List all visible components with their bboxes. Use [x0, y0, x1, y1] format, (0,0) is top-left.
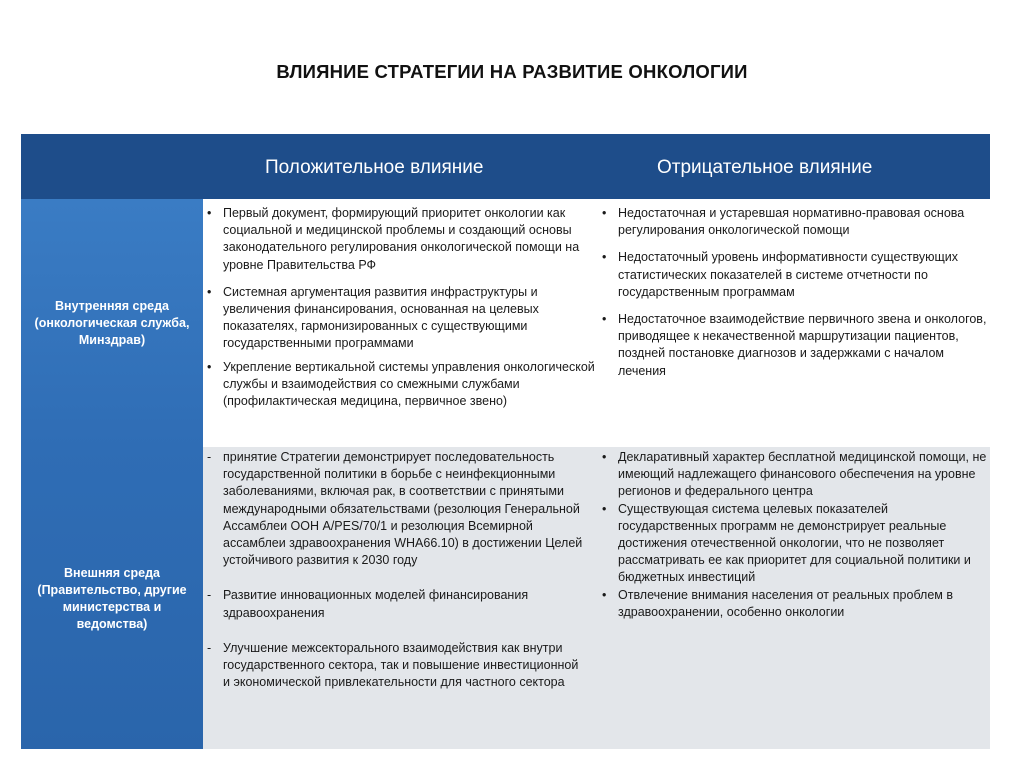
list-item-text: Недостаточный уровень информативности существующих статистических показателей в системе отчетности по государственным программам [618, 250, 958, 299]
list-item [598, 501, 990, 587]
list-item-text: Декларативный характер бесплатной медицинской помощи, не имеющий надлежащего финансового обеспечения на уровне регионов и федерального центра [618, 450, 987, 499]
list-item [598, 249, 990, 301]
internal-negative-cell [598, 205, 990, 380]
bullet-marker: • [602, 250, 607, 265]
list-item [598, 311, 990, 380]
list-item [203, 587, 583, 621]
row-label-line: Внутренняя среда [55, 299, 169, 313]
dash-marker: - [207, 450, 212, 464]
row-label-line: Минздрав) [78, 333, 146, 347]
table-header [21, 134, 990, 199]
row-label-line: министерства и [62, 600, 162, 614]
list-item [598, 205, 990, 239]
list-item [598, 449, 990, 501]
external-positive-cell [203, 449, 583, 691]
bullet-marker: • [602, 450, 607, 464]
list-item [598, 587, 990, 621]
row-label-column [21, 199, 203, 749]
list-item-text: Развитие инновационных моделей финансирования здравоохранения [223, 588, 529, 620]
list-item-text: Недостаточная и устаревшая нормативно-правовая основа регулирования онкологической помощи [618, 206, 965, 238]
bullet-marker: • [602, 312, 607, 327]
list-item [203, 449, 583, 569]
list-item-text: Укрепление вертикальной системы управления онкологической службы и взаимодействия со смежными службами (профилактическая медицина, первичное звено) [223, 359, 595, 409]
list-item-text: Первый документ, формирующий приоритет онкологии как социальной и медицинской проблемы и создающий основы законодательного регулирования онкологической помощи на уровне Правительства РФ [223, 206, 580, 272]
row-label-line: Внешняя среда [64, 566, 160, 580]
list-item-text: Отвлечение внимания населения от реальных проблем в здравоохранении, особенно онкологии [618, 587, 953, 619]
negative-column-header: Отрицательное влияние [657, 157, 873, 178]
row-label-line: ведомства) [76, 617, 148, 631]
bullet-marker: • [207, 359, 212, 374]
list-item-text: принятие Стратегии демонстрирует последовательность государственной политики в борьбе с неинфекционными заболеваниями, включая рак, в соответствии с принятыми международными обязательствами (резолюция Генеральной Ассамблеи ООН A/PES/70/1 и резолюция Всемирной ассамблеи здравоохранения WHA66.10) в достижении Целей устойчивого развития к 2030 году [223, 450, 583, 568]
page-title: ВЛИЯНИЕ СТРАТЕГИИ НА РАЗВИТИЕ ОНКОЛОГИИ [276, 61, 748, 82]
positive-column-header: Положительное влияние [265, 157, 484, 178]
bullet-marker: • [602, 587, 607, 602]
list-item [203, 359, 595, 411]
row-label-line: (онкологическая служба, [34, 316, 190, 330]
list-item [203, 640, 583, 692]
list-item-text: Существующая система целевых показателей государственных программ не демонстрирует реальные достижения отечественной онкологии, что не позволяет рассматривать ее как приоритет для социальной политики и бюджетных инвестиций [618, 501, 971, 585]
bullet-marker: • [207, 284, 212, 299]
internal-positive-cell [203, 205, 595, 410]
list-item [203, 284, 595, 353]
list-item-text: Недостаточное взаимодействие первичного звена и онкологов, приводящее к некачественной маршрутизации пациентов, поздней постановке диагнозов и задержками с началом лечения [618, 312, 987, 378]
row-label-internal [21, 298, 203, 349]
bullet-marker: • [602, 206, 607, 220]
list-item-text: Улучшение межсекторального взаимодействия как внутри государственного сектора, так и повышение инвестиционной и экономической привлекательности для частного сектора [223, 640, 579, 690]
bullet-marker: • [207, 206, 212, 220]
bullet-marker: • [602, 501, 607, 516]
external-negative-cell [598, 449, 990, 621]
row-label-line: (Правительство, другие [37, 583, 187, 597]
list-item-text: Системная аргументация развития инфраструктуры и увеличения финансирования, основанная на целевых показателях, гармонизированных с существующими государственными программами [223, 284, 539, 351]
dash-marker: - [207, 588, 212, 603]
list-item [203, 205, 595, 274]
dash-marker: - [207, 640, 212, 655]
row-label-external [21, 565, 203, 633]
